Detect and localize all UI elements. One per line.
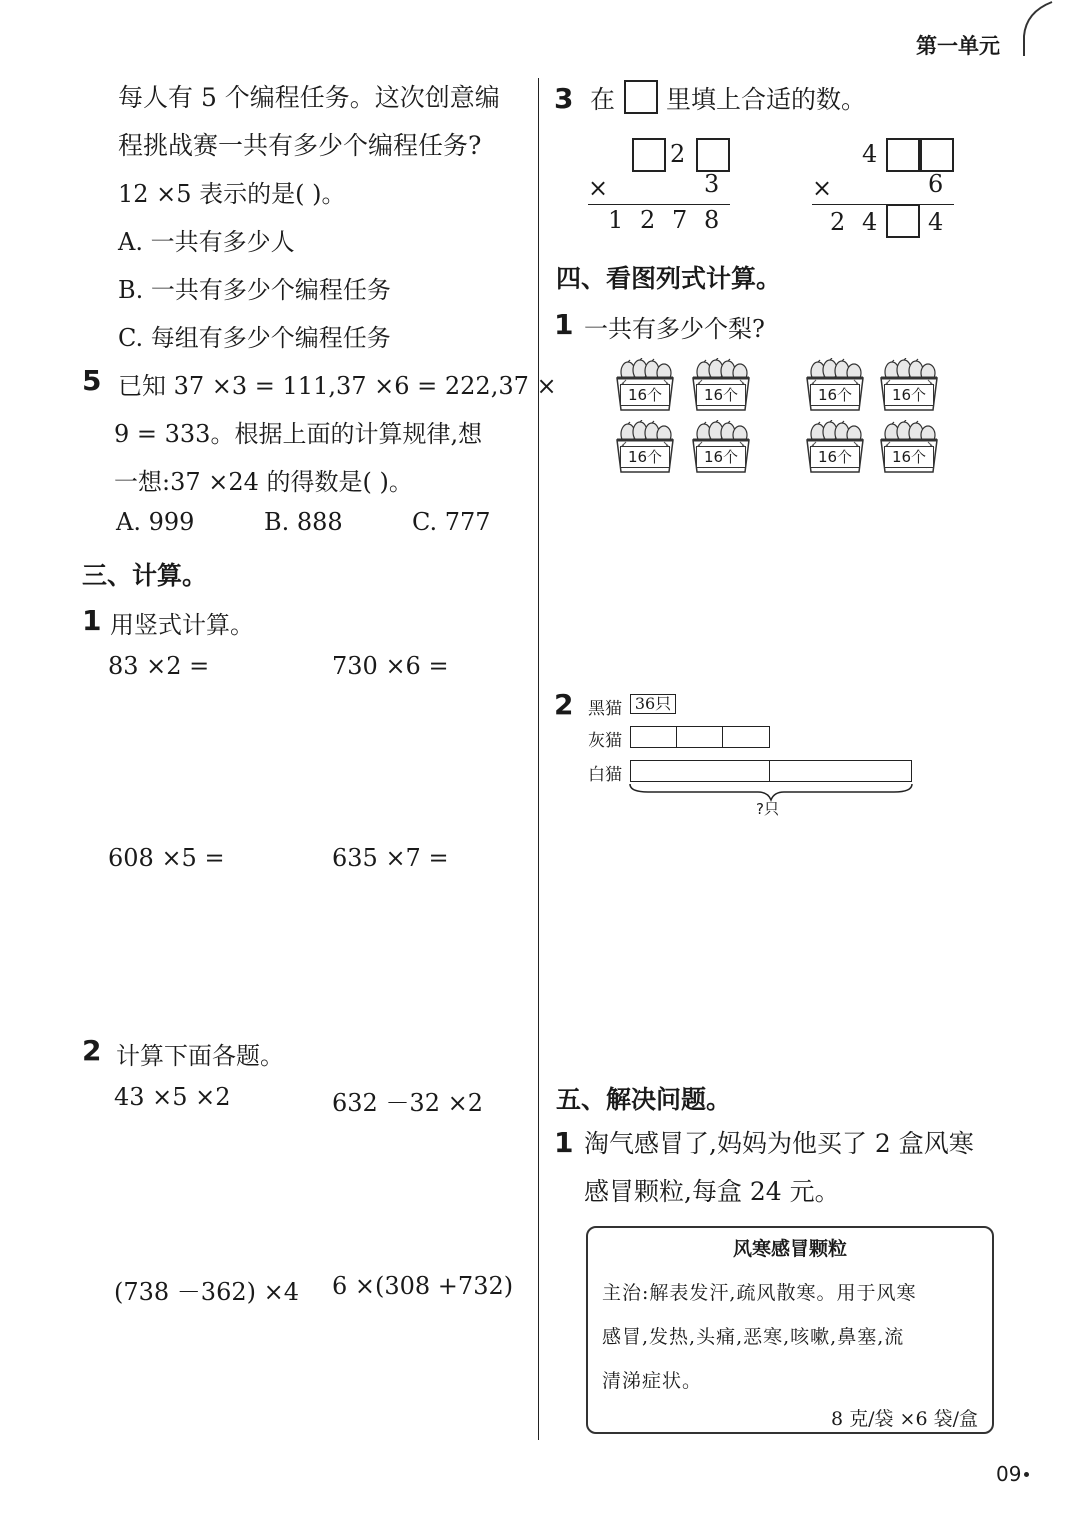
medicine-box <box>586 1226 994 1434</box>
basket-label: 16个 <box>884 446 934 468</box>
section5-title: 五、解决问题。 <box>556 1085 732 1114</box>
column-divider <box>538 78 539 1440</box>
q3-text-before: 在 <box>590 85 616 114</box>
q3-text-after: 里填上合适的数。 <box>666 85 867 114</box>
medicine-title: 风寒感冒颗粒 <box>732 1238 847 1260</box>
basket-label: 16个 <box>696 446 746 468</box>
basket-label: 16个 <box>620 446 670 468</box>
times-sign: × <box>812 174 833 202</box>
section4-title: 四、看图列式计算。 <box>556 264 782 293</box>
bar-divider <box>722 726 723 748</box>
digit: 2 <box>670 140 686 168</box>
medicine-line1: 主治:解表发汗,疏风散寒。用于风寒 <box>602 1282 917 1304</box>
calc-item-4: 635 ×7 = <box>332 844 449 872</box>
pear-basket <box>878 420 940 474</box>
pear-basket <box>804 358 866 412</box>
pear-basket <box>690 358 752 412</box>
q5-line3: 一想:37 ×24 的得数是( )。 <box>114 468 413 496</box>
s3-q2-text: 计算下面各题。 <box>116 1042 284 1070</box>
result-digit: 8 <box>704 206 720 234</box>
blank-box[interactable] <box>886 138 920 172</box>
expr-item-3: (738 －362) ×4 <box>114 1278 299 1306</box>
q5-line2: 9 = 333。根据上面的计算规律,想 <box>114 420 483 448</box>
q4-option-c[interactable]: C. 每组有多少个编程任务 <box>118 324 391 352</box>
pear-basket <box>614 358 676 412</box>
pear-basket <box>804 420 866 474</box>
multiplier-digit: 6 <box>928 170 944 198</box>
s3-q2-number: 2 <box>82 1034 102 1067</box>
result-digit: 1 <box>608 206 624 234</box>
q5-option-c[interactable]: C. 777 <box>412 508 491 536</box>
result-digit: 2 <box>640 206 656 234</box>
calc-item-2: 730 ×6 = <box>332 652 449 680</box>
basket-label: 16个 <box>810 384 860 406</box>
gray-cat-label: 灰猫 <box>588 731 622 751</box>
expr-item-2: 632 －32 ×2 <box>332 1089 483 1117</box>
q5-option-a[interactable]: A. 999 <box>116 508 195 536</box>
times-sign: × <box>588 174 609 202</box>
calc-item-1: 83 ×2 = <box>108 652 210 680</box>
total-unknown: ?只 <box>756 800 779 818</box>
medicine-line3: 清涕症状。 <box>602 1370 703 1392</box>
section3-title: 三、计算。 <box>82 561 208 590</box>
digit: 4 <box>862 140 878 168</box>
s3-q1-text: 用竖式计算。 <box>110 611 254 639</box>
result-digit: 7 <box>672 206 688 234</box>
q4-option-a[interactable]: A. 一共有多少人 <box>118 228 295 256</box>
white-cat-bar <box>630 760 912 782</box>
blank-box[interactable] <box>632 138 666 172</box>
q4-line3: 12 ×5 表示的是( )。 <box>118 180 346 208</box>
pear-basket <box>614 420 676 474</box>
pear-basket <box>690 420 752 474</box>
bar-divider <box>676 726 677 748</box>
basket-label: 16个 <box>810 446 860 468</box>
black-cat-label: 黑猫 <box>588 699 622 719</box>
page-dot <box>1024 1472 1029 1477</box>
s4-q2-number: 2 <box>554 688 574 721</box>
q4-line2: 程挑战赛一共有多少个编程任务? <box>118 131 482 160</box>
page-number: 09 <box>996 1462 1022 1486</box>
q5-option-b[interactable]: B. 888 <box>264 508 343 536</box>
s4-q1-text: 一共有多少个梨? <box>584 315 765 343</box>
s5-q1-number: 1 <box>554 1126 574 1159</box>
multiplication-line <box>588 204 730 205</box>
medicine-line2: 感冒,发热,头痛,恶寒,咳嗽,鼻塞,流 <box>602 1326 905 1348</box>
q4-line1: 每人有 5 个编程任务。这次创意编 <box>118 83 500 112</box>
s5-q1-line2: 感冒颗粒,每盒 24 元。 <box>584 1177 840 1206</box>
q5-line1: 已知 37 ×3 = 111,37 ×6 = 222,37 × <box>118 372 557 400</box>
s5-q1-line1: 淘气感冒了,妈妈为他买了 2 盒风寒 <box>584 1129 974 1158</box>
result-digit: 2 <box>830 208 846 236</box>
multiplier-digit: 3 <box>704 170 720 198</box>
expr-item-1: 43 ×5 ×2 <box>114 1083 231 1111</box>
blank-box[interactable] <box>920 138 954 172</box>
pear-basket <box>878 358 940 412</box>
unit-title: 第一单元 <box>916 34 1000 58</box>
q4-option-b[interactable]: B. 一共有多少个编程任务 <box>118 276 391 304</box>
medicine-spec: 8 克/袋 ×6 袋/盒 <box>830 1408 978 1430</box>
blank-box[interactable] <box>696 138 730 172</box>
q3-sample-box <box>624 80 658 114</box>
bar-divider <box>769 760 770 782</box>
blank-box[interactable] <box>886 204 920 238</box>
multiplication-line <box>812 204 954 205</box>
gray-cat-bar <box>630 726 770 748</box>
s4-q1-number: 1 <box>554 308 574 341</box>
result-digit: 4 <box>862 208 878 236</box>
white-cat-label: 白猫 <box>588 765 622 785</box>
expr-item-4: 6 ×(308 +732) <box>332 1272 514 1300</box>
q3-number: 3 <box>554 82 574 115</box>
basket-label: 16个 <box>620 384 670 406</box>
calc-item-3: 608 ×5 = <box>108 844 225 872</box>
basket-label: 16个 <box>884 384 934 406</box>
corner-decoration <box>1016 0 1056 60</box>
s3-q1-number: 1 <box>82 604 102 637</box>
q5-number: 5 <box>82 364 102 397</box>
black-cat-bar: 36只 <box>630 694 676 714</box>
result-digit: 4 <box>928 208 944 236</box>
basket-label: 16个 <box>696 384 746 406</box>
